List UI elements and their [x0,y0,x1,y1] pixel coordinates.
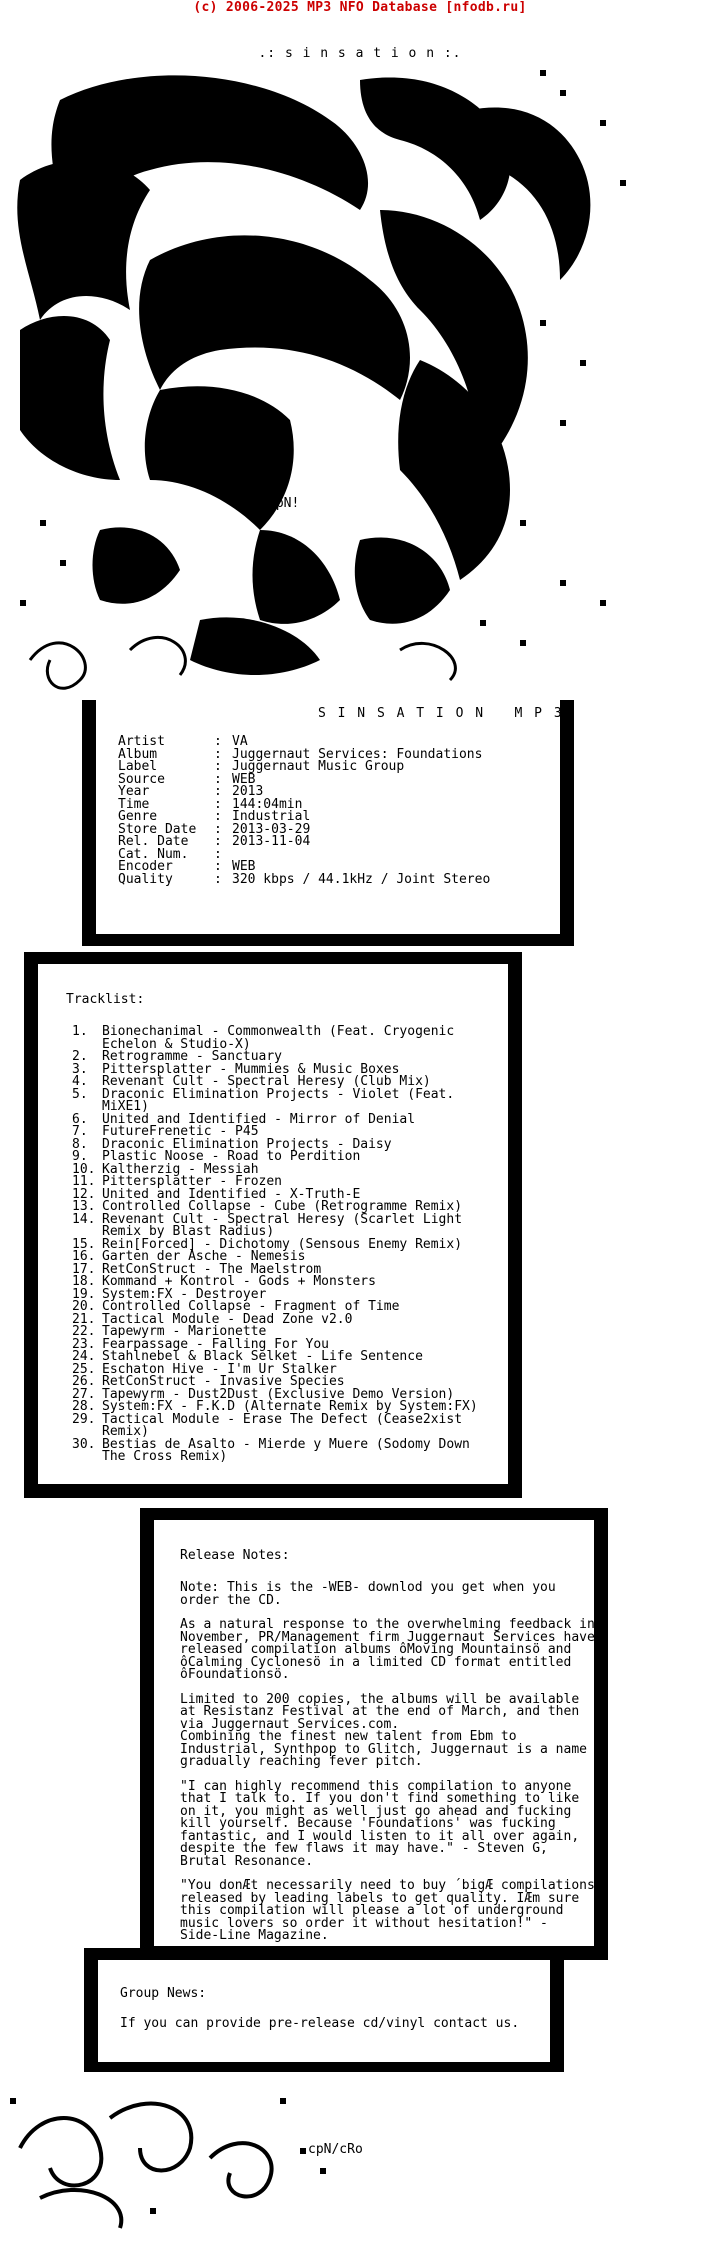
track-number: 26. [72,1374,96,1389]
track-number: 30. [72,1436,96,1452]
track-title: Tactical Module - Erase The Defect (Cease2xist Remix) [102,1411,463,1439]
track-title: Bionechanimal - Commonwealth (Feat. Cryogenic Echelon & Studio-X) [102,1024,455,1052]
track-title: Stahlnebel & Black Selket - Life Sentence [102,1349,423,1364]
info-key: Store Date [118,821,197,837]
info-key: Genre [118,809,158,824]
info-value: VA [232,734,248,749]
track-number: 25. [72,1361,96,1377]
info-value: 2013-03-29 [232,821,311,837]
info-key: Year [118,784,150,799]
info-key: Source [118,771,165,787]
track-number: 2. [72,1049,88,1064]
track-title: Kommand + Kontrol - Gods + Monsters [102,1274,376,1289]
ascii-art-swirls-bottom [0,2078,720,2238]
info-row [118,761,490,774]
info-value: WEB [232,859,256,874]
info-separator: : [214,821,222,837]
track-number: 20. [72,1299,96,1314]
info-key: Quality [118,871,173,887]
info-value: 144:04min [232,796,303,812]
track-number: 7. [72,1124,88,1139]
track-title: Garten der Asche - Nemesis [102,1249,306,1264]
track-title: United and Identified - X-Truth-E [102,1186,361,1202]
group-title: .: s i n s a t i o n :. [258,46,462,61]
track-number: 10. [72,1161,96,1177]
track-row [72,1411,542,1439]
track-title: RetConStruct - The Maelstrom [102,1261,322,1277]
release-note-paragraph: As a natural response to the overwhelming feedback in November, PR/Management firm Juggernaut Services have released compilation albums ôMoving Mountainsö and ôCalming Cyclonesö in a limited CD format entitled ôFoundationsö. [180,1617,595,1682]
track-title: Pittersplatter - Mummies & Music Boxes [102,1061,400,1077]
track-list [72,1026,542,1464]
info-key: Encoder [118,859,173,874]
track-title: Kaltherzig - Messiah [102,1161,259,1177]
track-row [72,1436,542,1464]
info-separator: : [214,784,222,799]
info-separator: : [214,834,222,849]
info-key: Cat. Num. [118,846,189,862]
info-separator: : [214,746,222,762]
track-number: 9. [72,1149,88,1164]
track-title: Plastic Noose - Road to Perdition [102,1149,361,1164]
track-number: 17. [72,1261,96,1277]
track-number: 4. [72,1074,88,1089]
track-number: 29. [72,1411,96,1427]
track-title: Draconic Elimination Projects - Daisy [102,1136,392,1152]
track-number: 18. [72,1274,96,1289]
info-value: 320 kbps / 44.1kHz / Joint Stereo [232,871,491,887]
info-value: Industrial [232,809,311,824]
info-value: 2013-11-04 [232,834,311,849]
info-separator: : [214,759,222,774]
info-separator: : [214,846,222,862]
release-notes-body [180,1582,600,1955]
track-number: 3. [72,1061,88,1077]
track-title: Eschaton Hive - I'm Ur Stalker [102,1361,337,1377]
tracklist-heading: Tracklist: [66,992,145,1007]
track-number: 22. [72,1324,96,1339]
track-title: Revenant Cult - Spectral Heresy (Scarlet Light Remix by Blast Radius) [102,1211,463,1239]
track-title: System:FX - Destroyer [102,1286,267,1302]
track-title: Tapewyrm - Marionette [102,1324,267,1339]
track-number: 12. [72,1186,96,1202]
track-number: 15. [72,1236,96,1252]
track-title: Tapewyrm - Dust2Dust (Exclusive Demo Version) [102,1386,455,1402]
signature-top: cpN! [268,496,300,511]
info-separator: : [214,871,222,887]
ascii-art-dragon [0,60,720,700]
release-info-list [118,736,490,886]
track-title: Rein[Forced] - Dichotomy (Sensous Enemy Remix) [102,1236,463,1252]
track-number: 24. [72,1349,96,1364]
track-title: Fearpassage - Falling For You [102,1336,329,1352]
info-key: Time [118,796,150,812]
group-news-panel [84,1948,564,2072]
track-number: 1. [72,1024,88,1039]
info-key: Label [118,759,158,774]
track-row [72,1211,542,1239]
info-value: Juggernaut Music Group [232,759,405,774]
info-row [118,846,490,862]
track-number: 5. [72,1086,88,1102]
info-row [118,771,490,787]
info-key: Rel. Date [118,834,189,849]
track-title: United and Identified - Mirror of Denial [102,1111,416,1127]
track-number: 19. [72,1286,96,1302]
release-notes-heading: Release Notes: [180,1548,290,1563]
track-number: 28. [72,1399,96,1414]
info-separator: : [214,734,222,749]
info-key: Artist [118,734,165,749]
track-number: 14. [72,1211,96,1227]
track-number: 21. [72,1311,96,1327]
group-news-text: If you can provide pre-release cd/vinyl contact us. [120,2016,520,2031]
release-note-paragraph: Note: This is the -WEB- downlod you get when you order the CD. [180,1580,556,1608]
track-number: 11. [72,1174,96,1189]
track-title: System:FX - F.K.D (Alternate Remix by System:FX) [102,1399,478,1414]
track-title: RetConStruct - Invasive Species [102,1374,345,1389]
track-number: 27. [72,1386,96,1402]
track-title: Controlled Collapse - Fragment of Time [102,1299,400,1314]
info-separator: : [214,859,222,874]
info-separator: : [214,771,222,787]
info-row [118,871,491,887]
track-number: 6. [72,1111,88,1127]
info-value: Juggernaut Services: Foundations [232,746,483,762]
source-line: (c) 2006-2025 MP3 NFO Database [nfodb.ru] [193,0,527,15]
track-number: 23. [72,1336,96,1352]
track-title: Bestias de Asalto - Mierde y Muere (Sodomy Down The Cross Remix) [102,1436,470,1464]
track-title: Pittersplatter - Frozen [102,1174,283,1189]
release-note-paragraph: "I can highly recommend this compilation to anyone that I talk to. If you don't find something to like on it, you might as well just go ahead and fucking kill yourself. Because 'Foundations' was fucking fantastic, and I would listen to it all over again, despite the few flaws it may have." - Steven G, Brutal Resonance. [180,1778,580,1869]
info-row [118,786,490,799]
release-note-paragraph: "You donÆt necessarily need to buy ´bigÆ compilations released by leading labels to get quality. IÆm sure this compilation will please a lot of underground music lovers so order it without hesitation!" - Side-Line Magazine. [180,1878,595,1943]
track-number: 13. [72,1199,96,1214]
track-number: 8. [72,1136,88,1152]
info-value: WEB [232,771,256,787]
tracklist-panel [24,952,522,1498]
track-row [72,1086,542,1114]
info-separator: : [214,796,222,812]
info-value: 2013 [232,784,264,799]
info-panel [82,700,574,946]
release-note-paragraph: Limited to 200 copies, the albums will be available at Resistanz Festival at the end of March, and then via Juggernaut Services.com. Combining the finest new talent from Ebm to Industrial, Synthpop to Glitch, Juggernaut is a name gradually reaching fever pitch. [180,1691,587,1769]
group-news-heading: Group News: [120,1986,207,2001]
track-title: Draconic Elimination Projects - Violet (Feat. MiXE1) [102,1086,455,1114]
track-title: Controlled Collapse - Cube (Retrogramme Remix) [102,1199,463,1214]
track-number: 16. [72,1249,96,1264]
release-notes-panel [140,1508,608,1960]
track-row [72,1026,542,1051]
nfo-title: S I N S A T I O N M P 3 [318,706,564,721]
track-title: FutureFrenetic - P45 [102,1124,259,1139]
signature-bottom: cpN/cRo [308,2142,363,2157]
track-title: Revenant Cult - Spectral Heresy (Club Mix) [102,1074,431,1089]
track-title: Retrogramme - Sanctuary [102,1049,283,1064]
info-key: Album [118,746,158,762]
track-title: Tactical Module - Dead Zone v2.0 [102,1311,353,1327]
info-separator: : [214,809,222,824]
